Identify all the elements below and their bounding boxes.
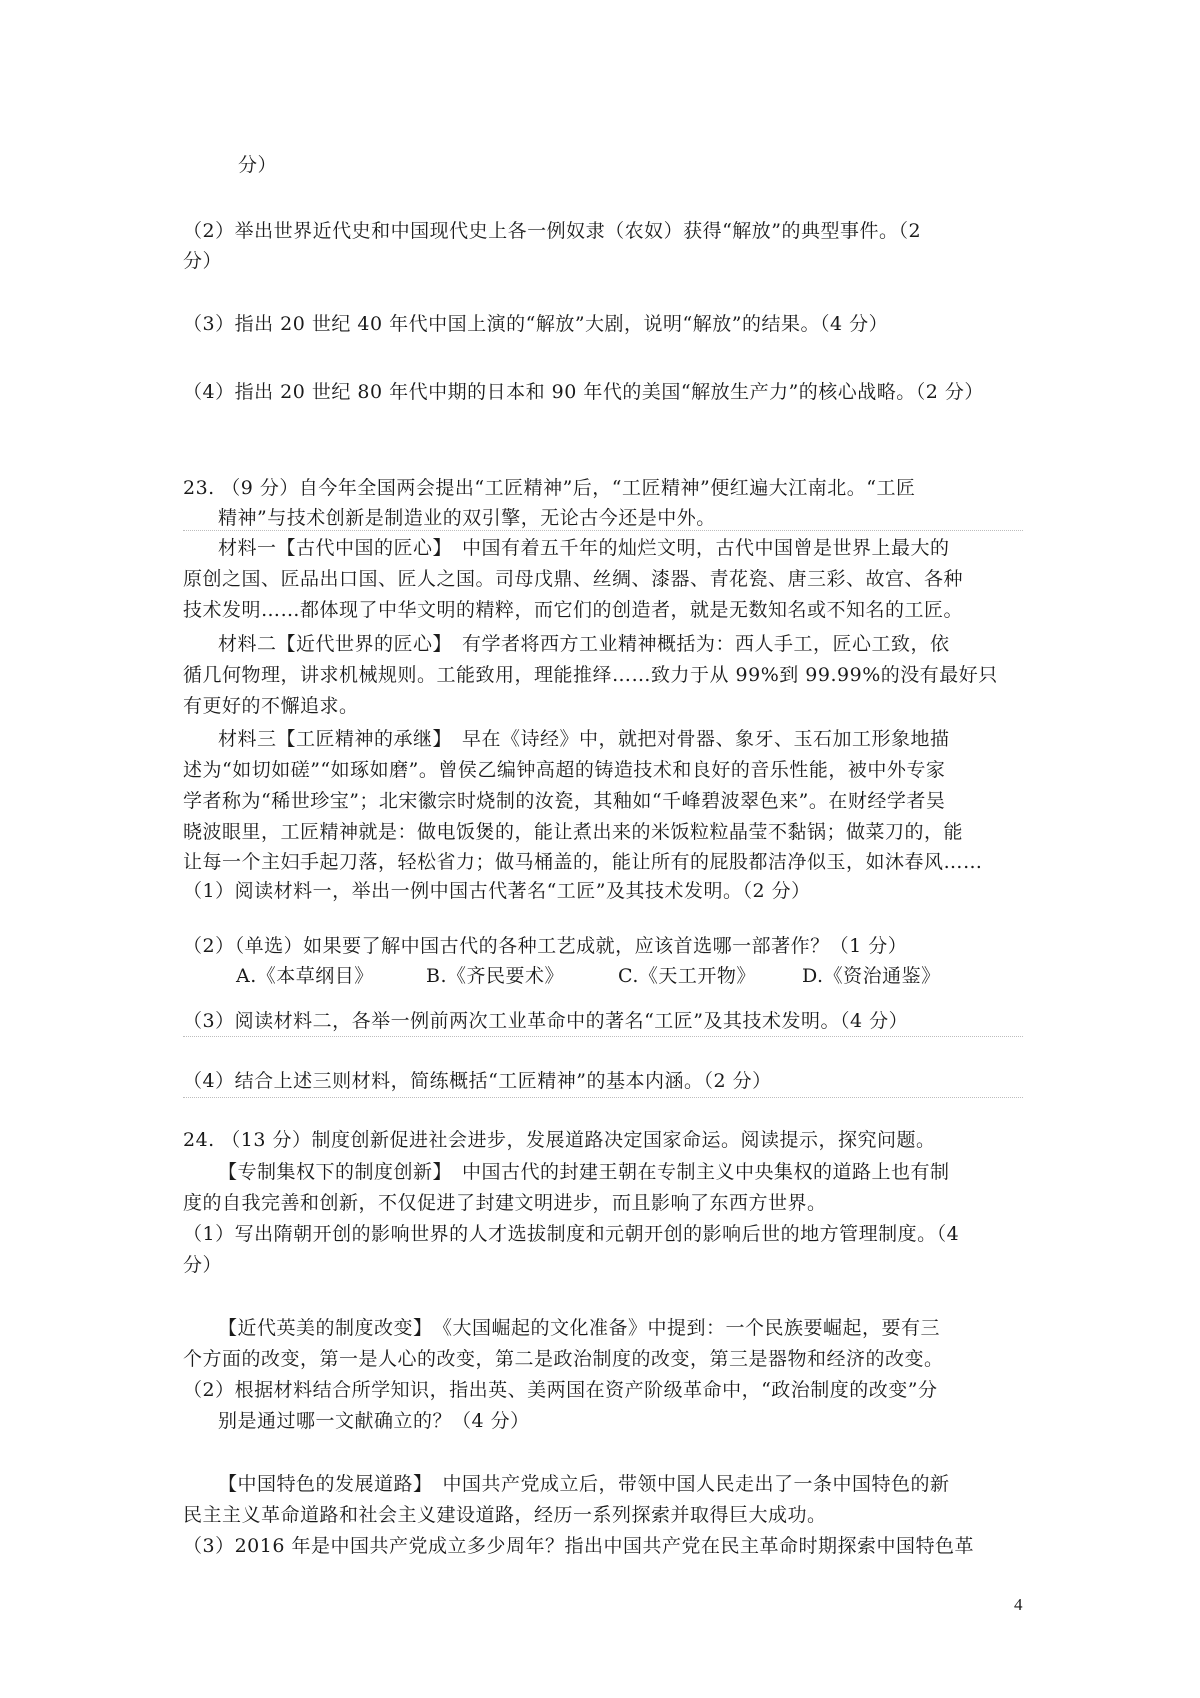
q23-material1-line2: 原创之国、匠品出口国、匠人之国。司母戊鼎、丝绸、漆器、青花瓷、唐三彩、故宫、各种 bbox=[183, 568, 964, 590]
q23-part3: （3）阅读材料二，各举一例前两次工业革命中的著名“工匠”及其技术发明。（4 分） bbox=[183, 1010, 909, 1032]
q23-material3-line3: 学者称为“稀世珍宝”；北宋徽宗时烧制的汝瓷，其釉如“千峰碧波翠色来”。在财经学者吴 bbox=[183, 790, 946, 812]
page-number: 4 bbox=[1014, 1595, 1023, 1614]
q24-section2-line1: 【近代英美的制度改变】 《大国崛起的文化准备》中提到：一个民族要崛起，要有三 bbox=[218, 1317, 941, 1339]
q23-part4: （4）结合上述三则材料，简练概括“工匠精神”的基本内涵。（2 分） bbox=[183, 1070, 772, 1092]
q23-intro-line2: 精神”与技术创新是制造业的双引擎，无论古今还是中外。 bbox=[218, 507, 716, 529]
q23-material2-line1: 材料二【近代世界的匠心】 有学者将西方工业精神概括为：西人手工，匠心工致，依 bbox=[218, 633, 950, 655]
q24-part1-line1: （1）写出隋朝开创的影响世界的人才选拔制度和元朝开创的影响后世的地方管理制度。（4 bbox=[183, 1223, 960, 1245]
q23-part1: （1）阅读材料一，举出一例中国古代著名“工匠”及其技术发明。（2 分） bbox=[183, 880, 811, 902]
q23-material3-line1: 材料三【工匠精神的承继】 早在《诗经》中，就把对骨器、象牙、玉石加工形象地描 bbox=[218, 728, 950, 750]
q23-option-d: D.《资治通鉴》 bbox=[802, 965, 941, 987]
q23-option-a: A.《本草纲目》 bbox=[236, 965, 374, 987]
q23-material3-line5: 让每一个主妇手起刀落，轻松省力；做马桶盖的，能让所有的屁股都洁净似玉，如沐春风…… bbox=[183, 851, 983, 873]
q24-section3-line2: 民主主义革命道路和社会主义建设道路，经历一系列探索并取得巨大成功。 bbox=[183, 1504, 827, 1526]
q24-part3-line1: （3）2016 年是中国共产党成立多少周年？指出中国共产党在民主革命时期探索中国特色革 bbox=[183, 1535, 974, 1557]
q23-material1-line1: 材料一【古代中国的匠心】 中国有着五千年的灿烂文明，古代中国曾是世界上最大的 bbox=[218, 537, 950, 559]
q22-part2-line1: （2）举出世界近代史和中国现代史上各一例奴隶（农奴）获得“解放”的典型事件。（2 bbox=[183, 220, 922, 242]
q23-part2: （2）（单选）如果要了解中国古代的各种工艺成就，应该首选哪一部著作？（1 分） bbox=[183, 935, 908, 957]
q23-material3-line2: 述为“如切如磋”“如琢如磨”。曾侯乙编钟高超的铸造技术和良好的音乐性能，被中外专家 bbox=[183, 759, 946, 781]
q24-part2-line2: 别是通过哪一文献确立的？（4 分） bbox=[218, 1410, 530, 1432]
q23-material2-line2: 循几何物理，讲求机械规则。工能致用，理能推绎……致力于从 99%到 99.99%的没有最好只 bbox=[183, 664, 998, 686]
dotted-divider bbox=[183, 530, 1023, 531]
q23-material3-line4: 晓波眼里，工匠精神就是：做电饭煲的，能让煮出来的米饭粒粒晶莹不黏锅；做菜刀的，能 bbox=[183, 821, 964, 843]
dotted-divider bbox=[183, 1036, 1023, 1037]
q24-intro: 24. （13 分）制度创新促进社会进步，发展道路决定国家命运。阅读提示，探究问题。 bbox=[183, 1129, 936, 1151]
q23-intro-line1: 23. （9 分）自今年全国两会提出“工匠精神”后，“工匠精神”便红遍大江南北。“工匠 bbox=[183, 477, 916, 499]
q24-section1-line1: 【专制集权下的制度创新】 中国古代的封建王朝在专制主义中央集权的道路上也有制 bbox=[218, 1161, 950, 1183]
q22-part4: （4）指出 20 世纪 80 年代中期的日本和 90 年代的美国“解放生产力”的核心战略。（2 分） bbox=[183, 381, 984, 403]
q23-material1-line3: 技术发明……都体现了中华文明的精粹，而它们的创造者，就是无数知名或不知名的工匠。 bbox=[183, 599, 964, 621]
q23-option-c: C.《天工开物》 bbox=[618, 965, 756, 987]
q24-section3-line1: 【中国特色的发展道路】 中国共产党成立后，带领中国人民走出了一条中国特色的新 bbox=[218, 1473, 950, 1495]
q22-part2-line2: 分） bbox=[183, 250, 223, 272]
q22-part3: （3）指出 20 世纪 40 年代中国上演的“解放”大剧，说明“解放”的结果。（4 分） bbox=[183, 313, 889, 335]
q24-section2-line2: 个方面的改变，第一是人心的改变，第二是政治制度的改变，第三是器物和经济的改变。 bbox=[183, 1348, 944, 1370]
q24-section1-line2: 度的自我完善和创新，不仅促进了封建文明进步，而且影响了东西方世界。 bbox=[183, 1192, 827, 1214]
q23-option-b: B.《齐民要术》 bbox=[426, 965, 565, 987]
q24-part1-line2: 分） bbox=[183, 1254, 223, 1276]
dotted-divider bbox=[183, 1097, 1023, 1098]
q22-part1-continuation: 分） bbox=[238, 154, 278, 176]
q24-part2-line1: （2）根据材料结合所学知识，指出英、美两国在资产阶级革命中，“政治制度的改变”分 bbox=[183, 1379, 938, 1401]
q23-material2-line3: 有更好的不懈追求。 bbox=[183, 695, 359, 717]
